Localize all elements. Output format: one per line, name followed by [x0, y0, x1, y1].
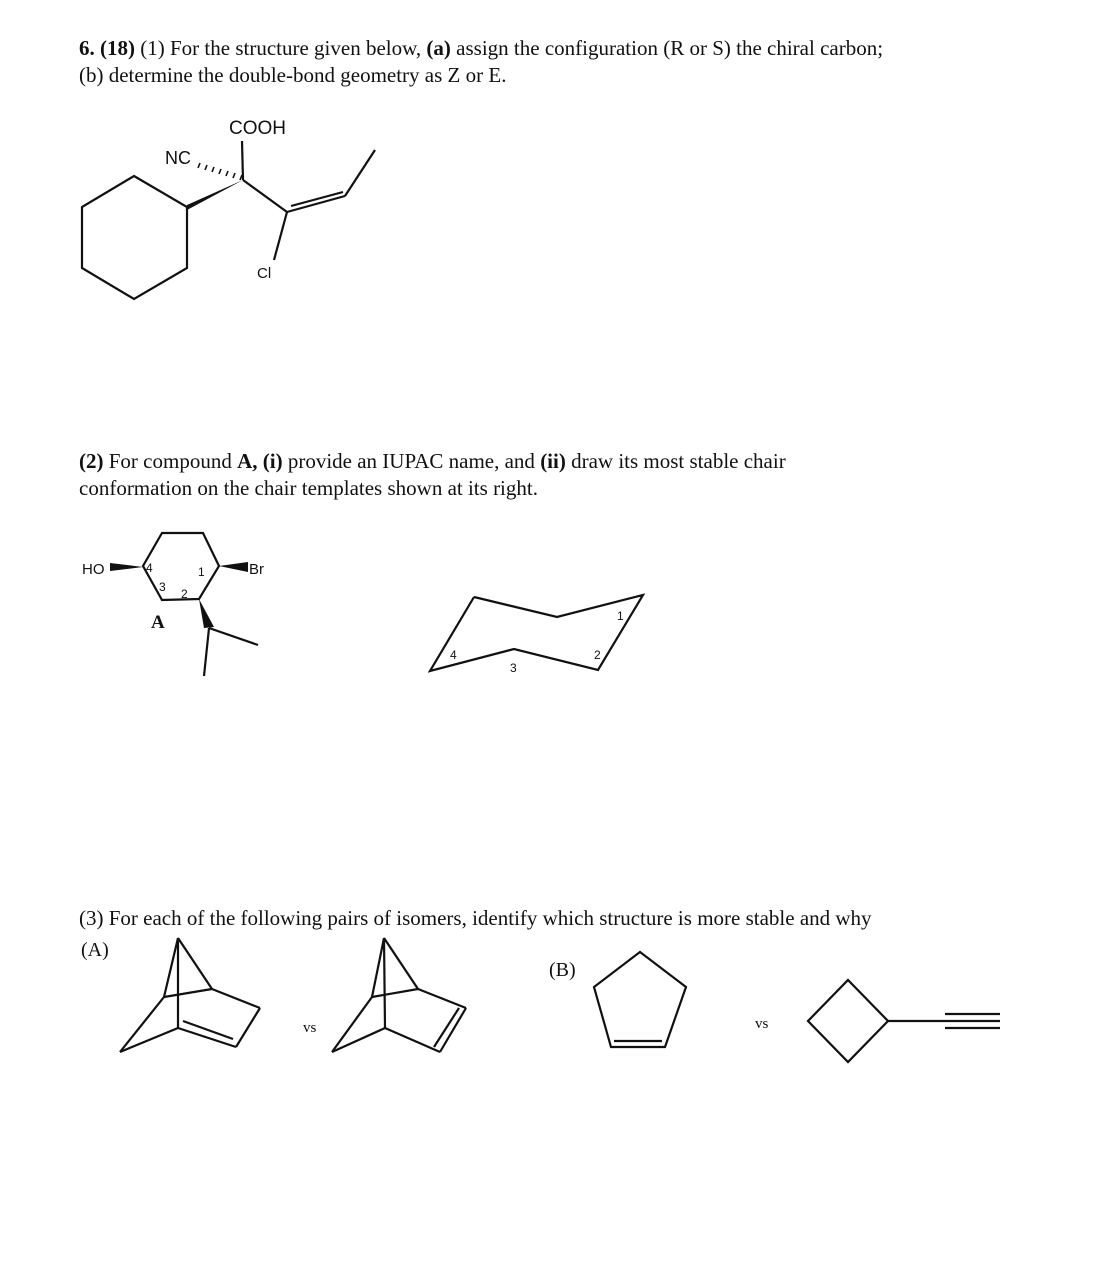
vs-b-label: vs — [755, 1016, 769, 1032]
norbornene-bridgehead-alkene — [120, 938, 260, 1052]
part1-a-label: (a) — [426, 36, 451, 60]
isopropyl-bond-right — [209, 628, 258, 645]
norbornene — [332, 938, 466, 1052]
nc-label: NC — [165, 148, 191, 168]
ring-number-4: 4 — [146, 561, 153, 575]
ho-wedge — [110, 563, 143, 571]
question-6-part2-line2: conformation on the chair templates shown at its right. — [79, 476, 538, 500]
part2-text-a: For compound — [108, 449, 232, 473]
part2-i-label: (i) — [262, 449, 283, 473]
part2-compound: A, — [237, 449, 258, 473]
chair-number-3: 3 — [510, 661, 517, 675]
cyclohexane-ring — [82, 176, 187, 299]
br-wedge — [219, 562, 248, 572]
ring-number-2: 2 — [181, 587, 188, 601]
isopropyl-wedge — [199, 599, 214, 628]
bond-to-cl — [274, 212, 287, 260]
hashed-bond — [198, 163, 242, 180]
chair-template — [430, 595, 643, 671]
ethynylcyclobutane — [808, 980, 1000, 1062]
br-label: Br — [249, 561, 264, 578]
part2-text-c: draw its most stable chair — [571, 449, 786, 473]
compound-a-structure — [110, 533, 258, 676]
question-6-part3-line1: (3) For each of the following pairs of isomers, identify which structure is more stable and why — [79, 906, 872, 930]
structure-1 — [82, 141, 375, 299]
chair-number-4: 4 — [450, 648, 457, 662]
isopropyl-bond-down — [204, 628, 209, 676]
question-6-part1-line2: (b) determine the double-bond geometry as Z or E. — [79, 63, 507, 87]
bond-to-cooh — [242, 141, 243, 180]
ring-number-1: 1 — [198, 565, 205, 579]
part2-text-b: provide an IUPAC name, and — [287, 449, 535, 473]
pair-a-label: (A) — [81, 939, 109, 961]
cooh-label: COOH — [229, 118, 286, 139]
part1-label: (1) — [140, 36, 165, 60]
cl-label: Cl — [257, 265, 272, 282]
question-number: 6. — [79, 36, 95, 60]
compound-a-label: A — [151, 612, 165, 633]
part2-ii-label: (ii) — [540, 449, 566, 473]
question-points: (18) — [100, 36, 135, 60]
ring-number-3: 3 — [159, 580, 166, 594]
part1-text-a: For the structure given below, — [170, 36, 422, 60]
chair-number-1: 1 — [617, 609, 624, 623]
chair-outline — [430, 595, 643, 671]
ho-label: HO — [82, 561, 105, 578]
cyclopentene — [594, 952, 686, 1047]
wedge-bond — [187, 180, 243, 210]
pair-b-label: (B) — [549, 959, 576, 981]
bond-terminal — [345, 150, 375, 196]
vs-a-label: vs — [303, 1020, 317, 1036]
part1-text-b: assign the configuration (R or S) the chiral carbon; — [456, 36, 884, 60]
part2-label: (2) — [79, 449, 104, 473]
chair-number-2: 2 — [594, 648, 601, 662]
bond-to-alkene — [243, 180, 287, 212]
